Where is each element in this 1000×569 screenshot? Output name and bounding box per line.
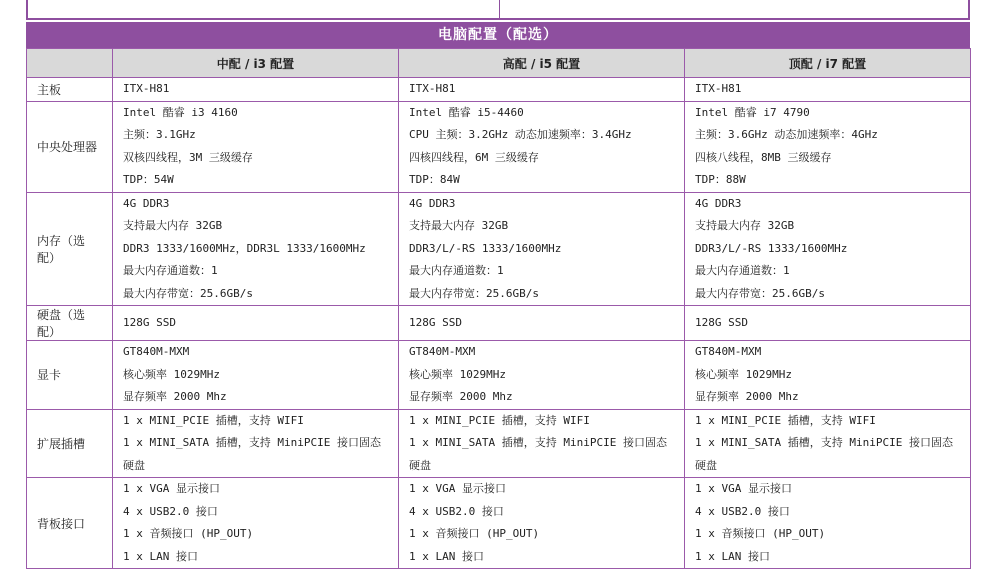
spec-line: 1 x LAN 接口 [409,549,484,563]
spec-cell-i7 [685,192,971,306]
spec-line: DDR3/L/-RS 1333/1600MHz [695,241,848,255]
spec-line: 核心频率 1029MHz [695,367,792,381]
row-label: 扩展插槽 [27,409,113,478]
spec-line: 1 x MINI_PCIE 插槽，支持 WIFI [123,413,304,427]
spec-line: DDR3/L/-RS 1333/1600MHz [409,241,562,255]
spec-line: 最大内存带宽：25.6GB/s [123,286,253,300]
spec-cell-i3 [113,306,399,341]
spec-line: 1 x VGA 显示接口 [695,482,792,495]
spec-cell-i3 [113,101,399,192]
spec-line: GT840M-MXM [123,345,190,358]
spec-line: 主频：3.6GHz 动态加速频率：4GHz [695,128,878,141]
spec-line: 支持最大内存 32GB [409,219,509,232]
previous-table-divider [499,0,500,18]
spec-cell-i7 [685,409,971,478]
spec-line: ITX-H81 [695,82,742,95]
row-label: 内存（选配） [27,192,113,306]
spec-line: 支持最大内存 32GB [123,219,223,232]
spec-line: 1 x MINI_SATA 插槽，支持 MiniPCIE 接口固态硬盘 [123,436,381,472]
row-label: 显卡 [27,341,113,410]
spec-cell-i3 [113,409,399,478]
spec-line: TDP：54W [123,173,174,186]
spec-line: 核心频率 1029MHz [409,367,506,381]
header-blank [27,49,113,78]
spec-line: ITX-H81 [409,82,456,95]
spec-line: ITX-H81 [123,82,170,95]
spec-line: 4G DDR3 [695,196,742,210]
spec-line: 显存频率 2000 Mhz [695,390,799,403]
spec-line: 1 x LAN 接口 [123,549,198,563]
spec-line: 最大内存通道数：1 [409,264,504,277]
spec-line: TDP：84W [409,173,460,186]
spec-cell-i5 [399,78,685,102]
spec-line: GT840M-MXM [695,345,762,358]
spec-cell-i7 [685,101,971,192]
spec-line: 最大内存通道数：1 [123,264,218,277]
spec-line: 1 x MINI_SATA 插槽，支持 MiniPCIE 接口固态硬盘 [409,436,667,472]
spec-line: 4G DDR3 [123,196,170,210]
spec-line: 支持最大内存 32GB [695,219,795,232]
table-row [27,409,971,478]
spec-line: 1 x MINI_PCIE 插槽，支持 WIFI [409,413,590,427]
spec-cell-i3 [113,192,399,306]
spec-line: GT840M-MXM [409,345,476,358]
spec-cell-i5 [399,192,685,306]
column-header-i7: 顶配 / i7 配置 [685,49,971,78]
config-banner: 电脑配置（配选） [26,22,970,48]
spec-cell-i7 [685,306,971,341]
spec-line: Intel 酷睿 i3 4160 [123,105,238,119]
previous-table-tail [26,0,970,20]
spec-line: 显存频率 2000 Mhz [123,390,227,403]
table-row [27,341,971,410]
spec-line: DDR3 1333/1600MHz，DDR3L 1333/1600MHz [123,241,366,255]
spec-line: 最大内存通道数：1 [695,264,790,277]
spec-cell-i3 [113,78,399,102]
spec-line: 4G DDR3 [409,196,456,210]
spec-line: 主频：3.1GHz [123,128,196,141]
spec-line: 显存频率 2000 Mhz [409,390,513,403]
config-table-body [27,78,971,569]
row-label: 背板接口 [27,478,113,569]
spec-line: 1 x LAN 接口 [695,549,770,563]
spec-line: 双核四线程，3M 三级缓存 [123,150,253,164]
table-row [27,78,971,102]
spec-cell-i7 [685,78,971,102]
spec-line: 1 x MINI_SATA 插槽，支持 MiniPCIE 接口固态硬盘 [695,436,953,472]
spec-line: 最大内存带宽：25.6GB/s [409,286,539,300]
header-row [27,49,971,78]
config-table [26,48,971,569]
spec-cell-i5 [399,409,685,478]
spec-line: Intel 酷睿 i5-4460 [409,105,524,119]
spec-line: 四核四线程，6M 三级缓存 [409,150,539,164]
row-label: 硬盘（选配） [27,306,113,341]
spec-cell-i5 [399,341,685,410]
spec-line: 四核八线程，8MB 三级缓存 [695,150,832,164]
spec-line: TDP：88W [695,173,746,186]
row-label: 主板 [27,78,113,102]
table-row [27,101,971,192]
spec-line: 128G SSD [695,315,748,329]
column-header-i5: 高配 / i5 配置 [399,49,685,78]
spec-line: 4 x USB2.0 接口 [695,504,790,518]
spec-line: 128G SSD [409,315,462,329]
spec-line: Intel 酷睿 i7 4790 [695,105,810,119]
spec-line: 1 x 音频接口 (HP_OUT) [695,527,826,540]
spec-cell-i3 [113,341,399,410]
spec-line: 128G SSD [123,315,176,329]
spec-line: 1 x MINI_PCIE 插槽，支持 WIFI [695,413,876,427]
column-header-i3: 中配 / i3 配置 [113,49,399,78]
row-label: 中央处理器 [27,101,113,192]
table-row [27,192,971,306]
table-row [27,306,971,341]
spec-line: 核心频率 1029MHz [123,367,220,381]
spec-line: 4 x USB2.0 接口 [123,504,218,518]
spec-line: 最大内存带宽：25.6GB/s [695,286,825,300]
spec-cell-i5 [399,101,685,192]
spec-line: 4 x USB2.0 接口 [409,504,504,518]
spec-line: 1 x 音频接口 (HP_OUT) [123,527,254,540]
spec-cell-i7 [685,341,971,410]
spec-cell-i5 [399,306,685,341]
spec-line: 1 x VGA 显示接口 [123,482,220,495]
spec-line: CPU 主频：3.2GHz 动态加速频率：3.4GHz [409,128,632,141]
spec-line: 1 x 音频接口 (HP_OUT) [409,527,540,540]
spec-line: 1 x VGA 显示接口 [409,482,506,495]
